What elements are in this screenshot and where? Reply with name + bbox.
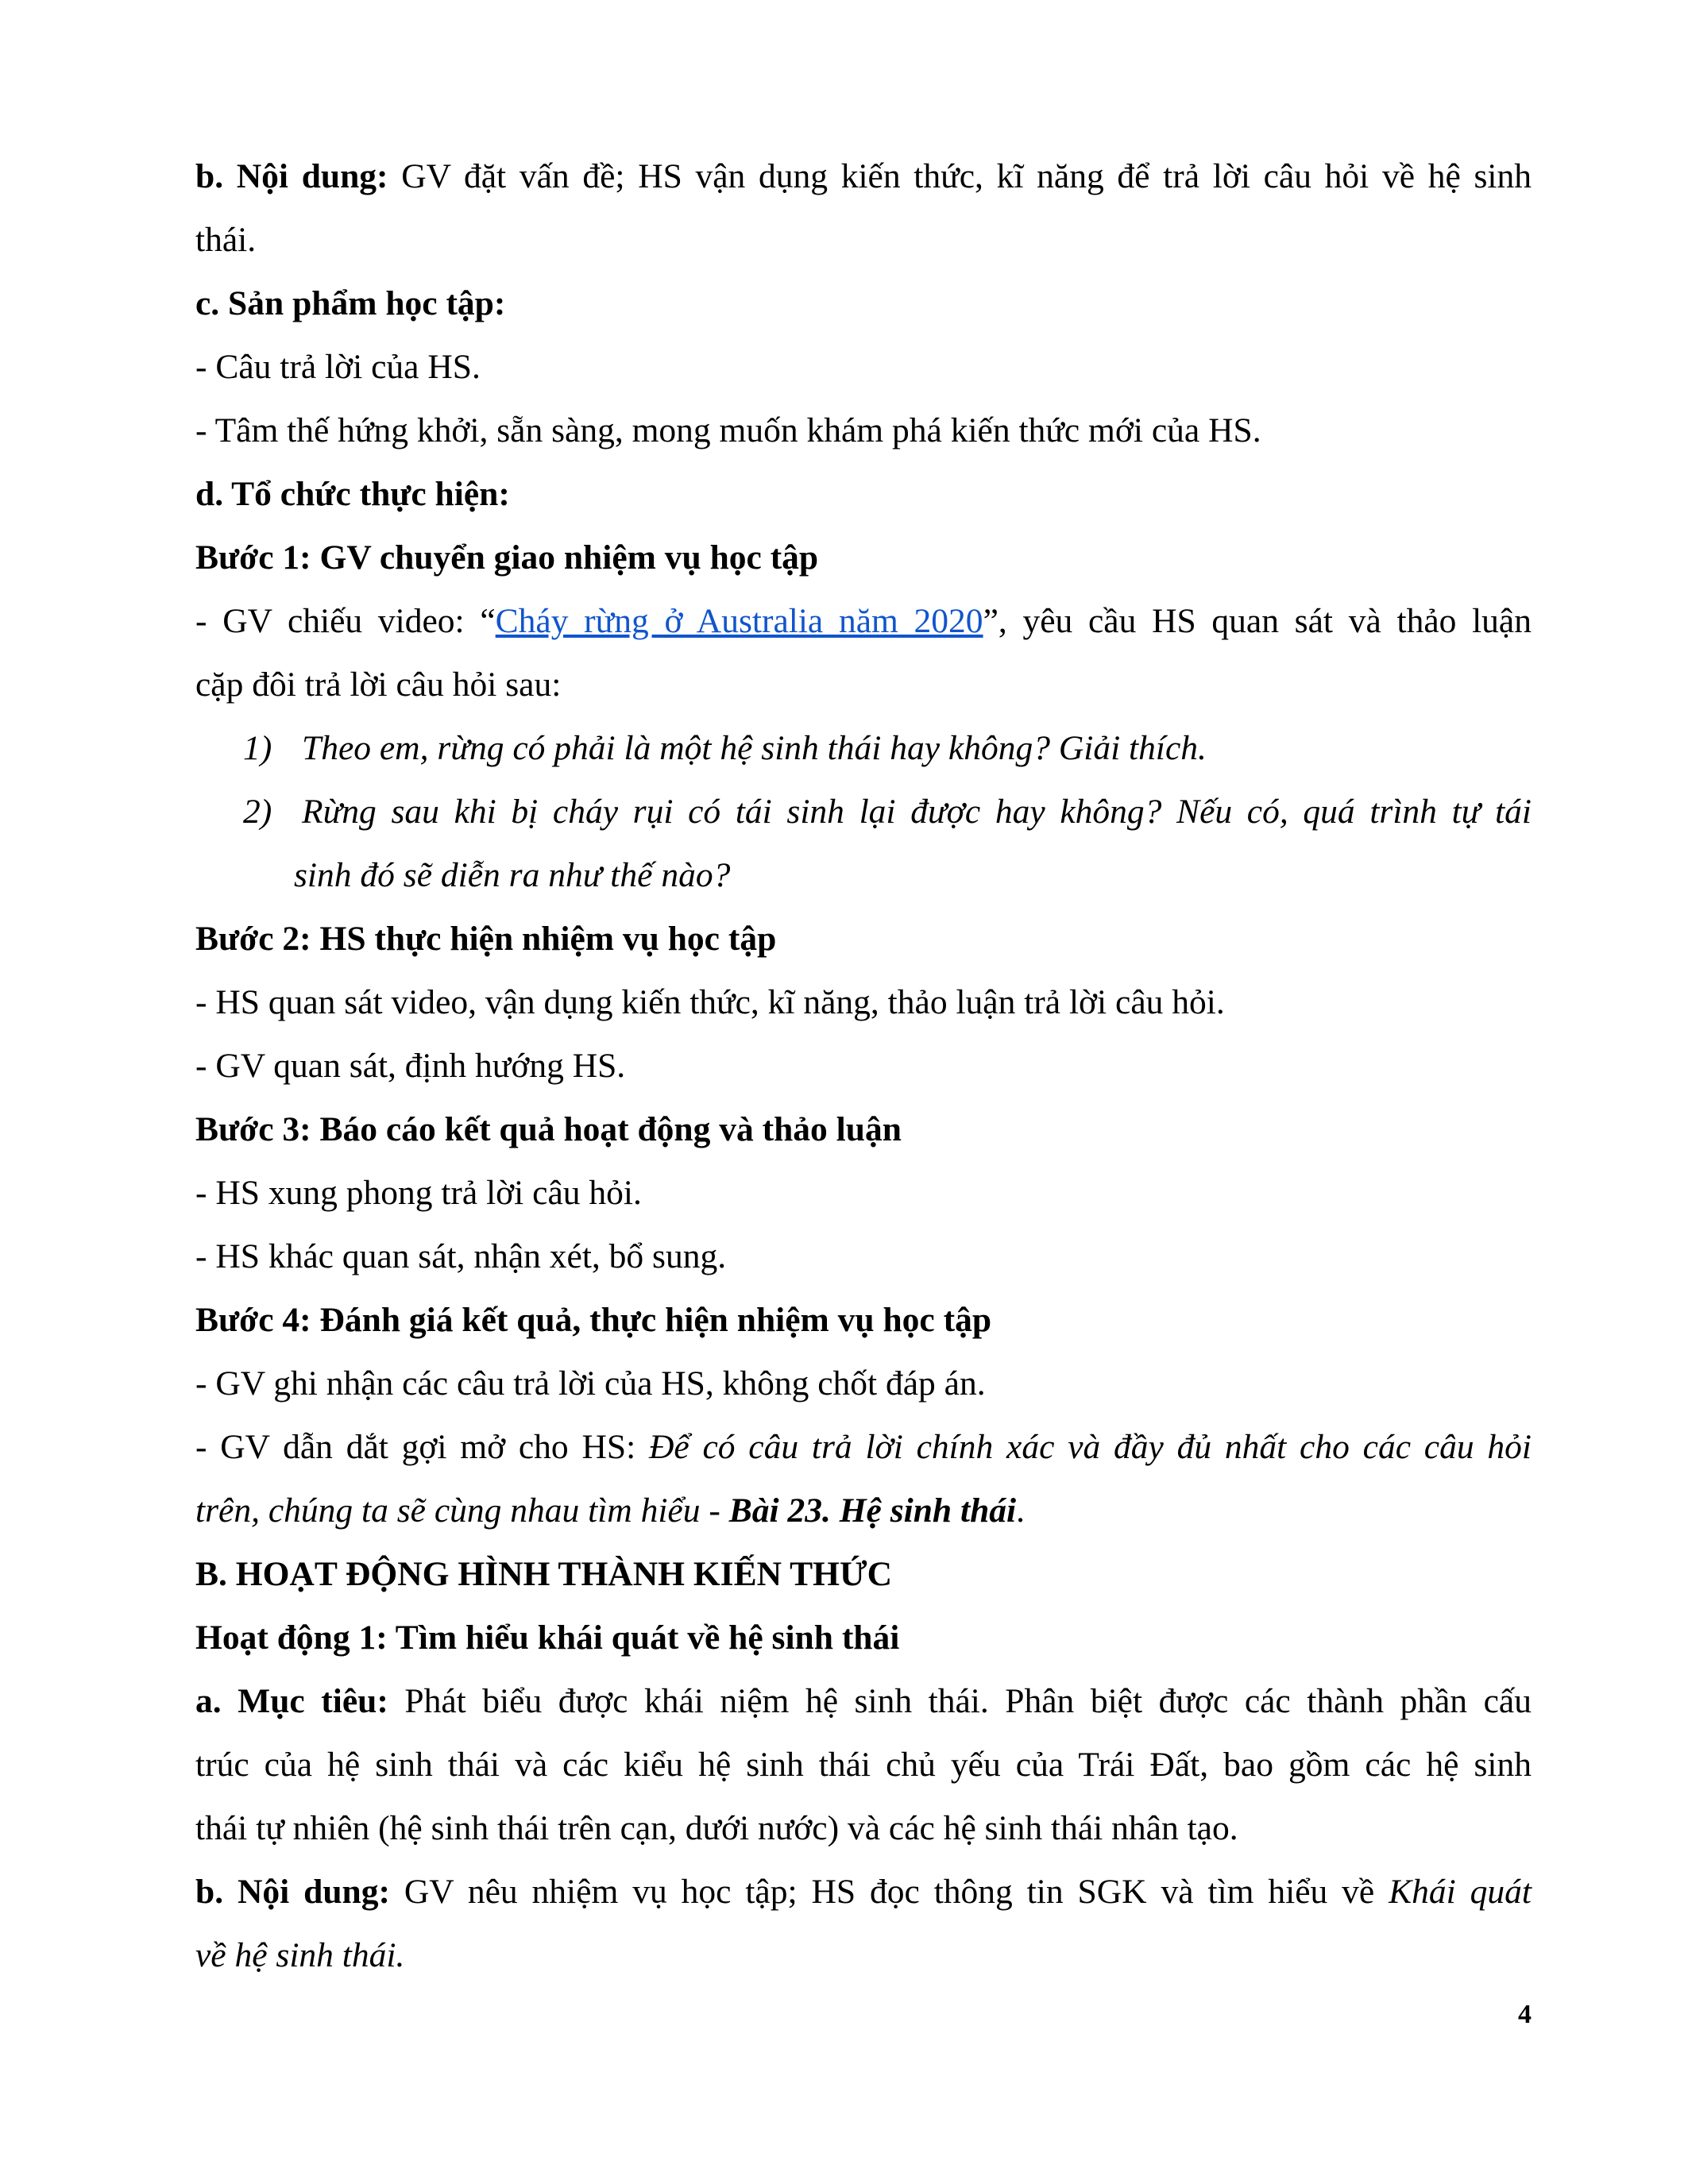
question-2 (243, 788, 1532, 835)
step4-item-1: - GV ghi nhận các câu trả lời của HS, không chốt đáp án. (195, 1364, 986, 1403)
activity1-noidung-line-1 (195, 1868, 1532, 1916)
step4-heading: Bước 4: Đánh giá kết quả, thực hiện nhiệm vụ học tập (195, 1301, 992, 1339)
step4-item-2-italic: Để có câu trả lời chính xác và đầy đủ nhất cho các câu hỏi (648, 1428, 1532, 1466)
step1-intro-suffix: ”, yêu cầu HS quan sát và thảo luận (983, 602, 1532, 640)
step4-item-2-end: . (1016, 1491, 1025, 1530)
video-link[interactable]: Cháy rừng ở Australia năm 2020 (495, 602, 983, 640)
step2-item-1: - HS quan sát video, vận dụng kiến thức, kĩ năng, thảo luận trả lời câu hỏi. (195, 983, 1225, 1021)
noidung-text: GV đặt vấn đề; HS vận dụng kiến thức, kĩ năng để trả lời câu hỏi về hệ sinh (388, 157, 1532, 195)
question-2-continued: sinh đó sẽ diễn ra như thế nào? (294, 856, 731, 894)
step3-item-1: - HS xung phong trả lời câu hỏi. (195, 1174, 642, 1212)
activity1-noidung-line-2: về hệ sinh thái. (195, 1936, 405, 1974)
activity1-heading: Hoạt động 1: Tìm hiểu khái quát về hệ sinh thái (195, 1619, 900, 1657)
question-2-text: Rừng sau khi bị cháy rụi có tái sinh lại được hay không? Nếu có, quá trình tự tái (302, 793, 1532, 831)
step1-intro-line-2: cặp đôi trả lời câu hỏi sau: (195, 666, 562, 704)
noidung-label: b. Nội dung: (195, 157, 388, 195)
step2-item-2: - GV quan sát, định hướng HS. (195, 1047, 626, 1085)
activity1-noidung-label: b. Nội dung: (195, 1873, 390, 1911)
tochuc-heading: d. Tổ chức thực hiện: (195, 475, 510, 513)
muctieu-line-1 (195, 1677, 1532, 1725)
muctieu-label: a. Mục tiêu: (195, 1682, 388, 1720)
muctieu-line-2: trúc của hệ sinh thái và các kiểu hệ sinh thái chủ yếu của Trái Đất, bao gồm các hệ sinh (195, 1746, 1532, 1784)
section-b-heading: B. HOẠT ĐỘNG HÌNH THÀNH KIẾN THỨC (195, 1555, 892, 1593)
step3-heading: Bước 3: Báo cáo kết quả hoạt động và thảo luận (195, 1110, 902, 1148)
muctieu-text-1: Phát biểu được khái niệm hệ sinh thái. Phân biệt được các thành phần cấu (388, 1682, 1532, 1720)
step4-item-2-continued (195, 1487, 1532, 1534)
step4-item-2-line2: trên, chúng ta sẽ cùng nhau tìm hiểu - (195, 1491, 729, 1530)
document-page (195, 0, 1532, 2184)
noidung-line-1 (195, 152, 1532, 200)
step3-item-2: - HS khác quan sát, nhận xét, bổ sung. (195, 1237, 727, 1275)
step1-intro-prefix: - GV chiếu video: “ (195, 602, 496, 640)
lesson-title: Bài 23. Hệ sinh thái (728, 1491, 1017, 1530)
question-1-number: 1) (243, 729, 272, 767)
sanpham-heading: c. Sản phẩm học tập: (195, 284, 506, 322)
question-1-text: Theo em, rừng có phải là một hệ sinh thái hay không? Giải thích. (302, 729, 1207, 767)
step2-heading: Bước 2: HS thực hiện nhiệm vụ học tập (195, 920, 777, 958)
step1-heading: Bước 1: GV chuyển giao nhiệm vụ học tập (195, 538, 819, 577)
step1-intro-line-1 (195, 597, 1532, 645)
question-1 (243, 724, 1532, 772)
sanpham-item-1: - Câu trả lời của HS. (195, 348, 481, 386)
question-2-number: 2) (243, 793, 272, 831)
step4-item-2 (195, 1423, 1532, 1471)
noidung-line-2: thái. (195, 221, 257, 259)
activity1-noidung-italic: Khái quát (1389, 1873, 1532, 1911)
muctieu-line-3: thái tự nhiên (hệ sinh thái trên cạn, dưới nước) và các hệ sinh thái nhân tạo. (195, 1809, 1238, 1847)
sanpham-item-2: - Tâm thế hứng khởi, sẵn sàng, mong muốn khám phá kiến thức mới của HS. (195, 411, 1261, 450)
page-number: 4 (1518, 2000, 1532, 2029)
step4-item-2-prefix: - GV dẫn dắt gợi mở cho HS: (195, 1428, 649, 1466)
activity1-noidung-text: GV nêu nhiệm vụ học tập; HS đọc thông tin SGK và tìm hiểu về (389, 1873, 1389, 1911)
